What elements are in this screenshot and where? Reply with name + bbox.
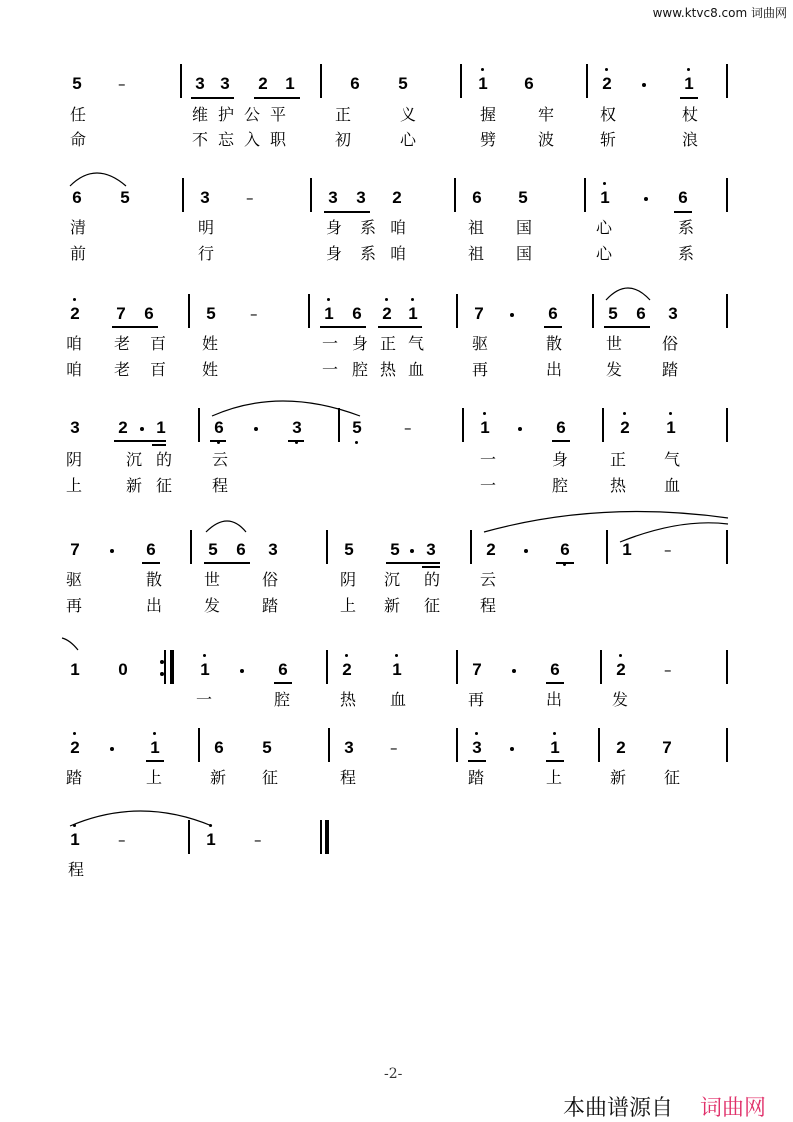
lyric-char: 再 xyxy=(472,360,489,379)
source-label: 本曲谱源自 xyxy=(563,1096,674,1121)
lyric-char: 热 xyxy=(380,360,397,379)
lyric-char: 俗 xyxy=(662,334,679,353)
slur xyxy=(70,811,212,826)
note-digit: 2 xyxy=(392,188,402,207)
note-digit: 3 xyxy=(344,738,354,757)
lyric-char: 踏 xyxy=(262,596,279,615)
note-digit: 2 xyxy=(486,540,496,559)
lyric-char: 上 xyxy=(340,596,357,615)
note-digit: 6 xyxy=(214,738,224,757)
lyric-char: 气 xyxy=(664,450,681,469)
lyric-char: 散 xyxy=(546,334,563,353)
lyric-char: 身 xyxy=(352,334,369,353)
note-digit: 5 xyxy=(518,188,528,207)
lyric-char: 护 xyxy=(218,105,235,124)
lyric-char: 一 xyxy=(322,334,339,353)
lyric-char: 世 xyxy=(204,570,221,589)
lyric-char: 浪 xyxy=(682,130,699,149)
lyric-char: 百 xyxy=(150,360,167,379)
lyric-char: 身 xyxy=(326,218,343,237)
note-digit: 5 xyxy=(608,304,618,323)
note-digit: 6 xyxy=(678,188,688,207)
lyric-char: 血 xyxy=(390,690,407,709)
lyric-char: 身 xyxy=(552,450,569,469)
lyric-char: 心 xyxy=(596,218,613,237)
lyric-char: 正 xyxy=(610,450,627,469)
lyric-char: 沉 xyxy=(126,450,143,469)
note-digit: 3 xyxy=(328,188,338,207)
lyric-char: 的 xyxy=(424,570,441,589)
lyric-char: 姓 xyxy=(202,360,219,379)
lyric-char: 血 xyxy=(408,360,425,379)
note-digit: 7 xyxy=(472,660,482,679)
lyric-char: 义 xyxy=(400,105,417,124)
note-digit: 1 xyxy=(70,660,80,679)
note-digit: 1 xyxy=(285,74,295,93)
note-digit: 1 xyxy=(600,188,610,207)
note-digit: 2 xyxy=(70,304,80,323)
note-digit: 1 xyxy=(550,738,560,757)
note-digit: 2 xyxy=(602,74,612,93)
site-brand: 词曲网 xyxy=(750,6,787,20)
dash-hold: – xyxy=(254,831,262,849)
lyric-char: 祖 xyxy=(468,244,485,263)
note-digit: 3 xyxy=(70,418,80,437)
slur xyxy=(620,523,728,542)
note-digit: 6 xyxy=(214,418,224,437)
note-digit: 5 xyxy=(390,540,400,559)
note-digit: 6 xyxy=(548,304,558,323)
lyric-char: 清 xyxy=(70,218,87,237)
lyric-char: 征 xyxy=(156,476,173,495)
note-digit: 2 xyxy=(620,418,630,437)
note-digit: 3 xyxy=(195,74,205,93)
dash-hold: – xyxy=(246,189,254,207)
lyric-char: 发 xyxy=(606,360,623,379)
lyric-char: 发 xyxy=(204,596,221,615)
note-digit: 6 xyxy=(550,660,560,679)
lyric-char: 再 xyxy=(468,690,485,709)
note-digit: 2 xyxy=(70,738,80,757)
note-digit: 5 xyxy=(398,74,408,93)
lyric-char: 公 xyxy=(244,105,261,124)
lyric-char: 踏 xyxy=(66,768,83,787)
lyric-char: 上 xyxy=(146,768,163,787)
note-digit: 3 xyxy=(220,74,230,93)
dash-hold: – xyxy=(118,831,126,849)
note-digit: 6 xyxy=(72,188,82,207)
note-digit: 5 xyxy=(352,418,362,437)
lyric-char: 程 xyxy=(480,596,497,615)
lyric-char: 腔 xyxy=(352,360,369,379)
lyric-char: 踏 xyxy=(468,768,485,787)
note-digit: 6 xyxy=(556,418,566,437)
lyric-char: 俗 xyxy=(262,570,279,589)
note-digit: 6 xyxy=(352,304,362,323)
note-digit: 2 xyxy=(342,660,352,679)
note-digit: 1 xyxy=(150,738,160,757)
note-digit: 1 xyxy=(478,74,488,93)
lyric-char: 咱 xyxy=(66,360,83,379)
note-digit: 2 xyxy=(118,418,128,437)
lyric-char: 入 xyxy=(244,130,261,149)
lyric-char: 腔 xyxy=(274,690,291,709)
note-digit: 5 xyxy=(344,540,354,559)
note-digit: 1 xyxy=(666,418,676,437)
lyric-char: 热 xyxy=(610,476,627,495)
note-digit: 1 xyxy=(206,830,216,849)
note-digit: 2 xyxy=(616,660,626,679)
lyric-char: 上 xyxy=(546,768,563,787)
lyric-char: 明 xyxy=(198,218,215,237)
note-digit: 2 xyxy=(616,738,626,757)
lyric-char: 云 xyxy=(212,450,229,469)
dash-hold: – xyxy=(664,661,672,679)
dash-hold: – xyxy=(404,419,412,437)
lyric-char: 驱 xyxy=(472,334,489,353)
lyric-char: 老 xyxy=(114,334,131,353)
lyric-char: 行 xyxy=(198,244,215,263)
lyric-char: 血 xyxy=(664,476,681,495)
site-url: www.ktvc8.com xyxy=(652,6,748,20)
note-digit: 7 xyxy=(662,738,672,757)
lyric-char: 新 xyxy=(610,768,627,787)
dash-hold: – xyxy=(250,305,258,323)
note-digit: 6 xyxy=(236,540,246,559)
lyric-char: 身 xyxy=(326,244,343,263)
lyric-char: 征 xyxy=(262,768,279,787)
lyric-char: 心 xyxy=(596,244,613,263)
lyric-char: 前 xyxy=(70,244,87,263)
lyric-char: 任 xyxy=(70,105,87,124)
note-digit: 3 xyxy=(668,304,678,323)
lyric-char: 腔 xyxy=(552,476,569,495)
lyric-char: 沉 xyxy=(384,570,401,589)
note-digit: 1 xyxy=(200,660,210,679)
note-digit: 5 xyxy=(262,738,272,757)
dash-hold: – xyxy=(664,541,672,559)
slur xyxy=(70,173,126,186)
lyric-char: 正 xyxy=(380,334,397,353)
lyric-char: 咱 xyxy=(390,218,407,237)
lyric-char: 波 xyxy=(538,130,555,149)
note-digit: 5 xyxy=(72,74,82,93)
lyric-char: 系 xyxy=(678,244,695,263)
lyric-char: 踏 xyxy=(662,360,679,379)
lyric-char: 程 xyxy=(212,476,229,495)
note-digit: 7 xyxy=(70,540,80,559)
lyric-char: 国 xyxy=(516,244,533,263)
lyric-char: 一 xyxy=(480,450,497,469)
lyric-char: 气 xyxy=(408,334,425,353)
note-digit: 7 xyxy=(116,304,126,323)
note-digit: 7 xyxy=(474,304,484,323)
lyric-char: 咱 xyxy=(390,244,407,263)
note-digit: 2 xyxy=(382,304,392,323)
slur xyxy=(606,288,650,300)
note-digit: 6 xyxy=(560,540,570,559)
lyric-char: 的 xyxy=(156,450,173,469)
lyric-char: 新 xyxy=(126,476,143,495)
lyric-char: 征 xyxy=(664,768,681,787)
lyric-char: 姓 xyxy=(202,334,219,353)
note-digit: 6 xyxy=(636,304,646,323)
note-digit: 1 xyxy=(408,304,418,323)
lyric-char: 征 xyxy=(424,596,441,615)
lyric-char: 正 xyxy=(335,105,352,124)
note-digit: 1 xyxy=(480,418,490,437)
page-number: -2- xyxy=(384,1066,403,1082)
lyric-char: 百 xyxy=(150,334,167,353)
lyric-char: 命 xyxy=(70,130,87,149)
note-digit: 1 xyxy=(70,830,80,849)
note-digit: 5 xyxy=(206,304,216,323)
note-digit: 3 xyxy=(356,188,366,207)
lyric-char: 一 xyxy=(322,360,339,379)
lyric-char: 老 xyxy=(114,360,131,379)
lyric-char: 驱 xyxy=(66,570,83,589)
lyric-char: 劈 xyxy=(480,130,497,149)
lyric-char: 平 xyxy=(270,105,287,124)
lyric-char: 牢 xyxy=(538,105,555,124)
lyric-char: 一 xyxy=(196,690,213,709)
lyric-char: 杖 xyxy=(682,105,699,124)
lyric-char: 忘 xyxy=(218,130,235,149)
lyric-char: 国 xyxy=(516,218,533,237)
slur xyxy=(62,638,78,650)
slur xyxy=(484,512,728,532)
note-digit: 0 xyxy=(118,660,128,679)
lyric-char: 初 xyxy=(335,130,352,149)
note-digit: 2 xyxy=(258,74,268,93)
note-digit: 1 xyxy=(156,418,166,437)
note-digit: 6 xyxy=(144,304,154,323)
lyric-char: 咱 xyxy=(66,334,83,353)
lyric-char: 祖 xyxy=(468,218,485,237)
note-digit: 5 xyxy=(208,540,218,559)
lyric-char: 热 xyxy=(340,690,357,709)
note-digit: 1 xyxy=(392,660,402,679)
lyric-char: 斩 xyxy=(600,130,617,149)
note-digit: 5 xyxy=(120,188,130,207)
slur xyxy=(212,401,360,416)
lyric-char: 新 xyxy=(384,596,401,615)
note-digit: 6 xyxy=(472,188,482,207)
slur xyxy=(206,521,246,532)
lyric-char: 新 xyxy=(210,768,227,787)
source-brand-logo: 词曲网 xyxy=(700,1096,767,1121)
note-digit: 6 xyxy=(146,540,156,559)
lyric-char: 一 xyxy=(480,476,497,495)
note-digit: 3 xyxy=(472,738,482,757)
note-digit: 6 xyxy=(350,74,360,93)
lyric-char: 出 xyxy=(546,360,563,379)
lyric-char: 出 xyxy=(546,690,563,709)
note-digit: 1 xyxy=(684,74,694,93)
dash-hold: – xyxy=(118,75,126,93)
lyric-char: 系 xyxy=(678,218,695,237)
lyric-char: 程 xyxy=(340,768,357,787)
dash-hold: – xyxy=(390,739,398,757)
lyric-char: 不 xyxy=(192,130,209,149)
lyric-char: 心 xyxy=(400,130,417,149)
lyric-char: 握 xyxy=(480,105,497,124)
lyric-char: 上 xyxy=(66,476,83,495)
note-digit: 3 xyxy=(268,540,278,559)
note-digit: 1 xyxy=(324,304,334,323)
note-digit: 6 xyxy=(278,660,288,679)
lyric-char: 云 xyxy=(480,570,497,589)
lyric-char: 再 xyxy=(66,596,83,615)
lyric-char: 发 xyxy=(612,690,629,709)
lyric-char: 散 xyxy=(146,570,163,589)
lyric-char: 阴 xyxy=(66,450,83,469)
lyric-char: 出 xyxy=(146,596,163,615)
lyric-char: 系 xyxy=(360,218,377,237)
lyric-char: 世 xyxy=(606,334,623,353)
lyric-char: 权 xyxy=(600,105,617,124)
lyric-char: 职 xyxy=(270,130,287,149)
lyric-char: 程 xyxy=(68,860,85,879)
lyric-char: 系 xyxy=(360,244,377,263)
note-digit: 3 xyxy=(200,188,210,207)
note-digit: 3 xyxy=(426,540,436,559)
note-digit: 1 xyxy=(622,540,632,559)
lyric-char: 维 xyxy=(192,105,209,124)
note-digit: 3 xyxy=(292,418,302,437)
note-digit: 6 xyxy=(524,74,534,93)
lyric-char: 阴 xyxy=(340,570,357,589)
